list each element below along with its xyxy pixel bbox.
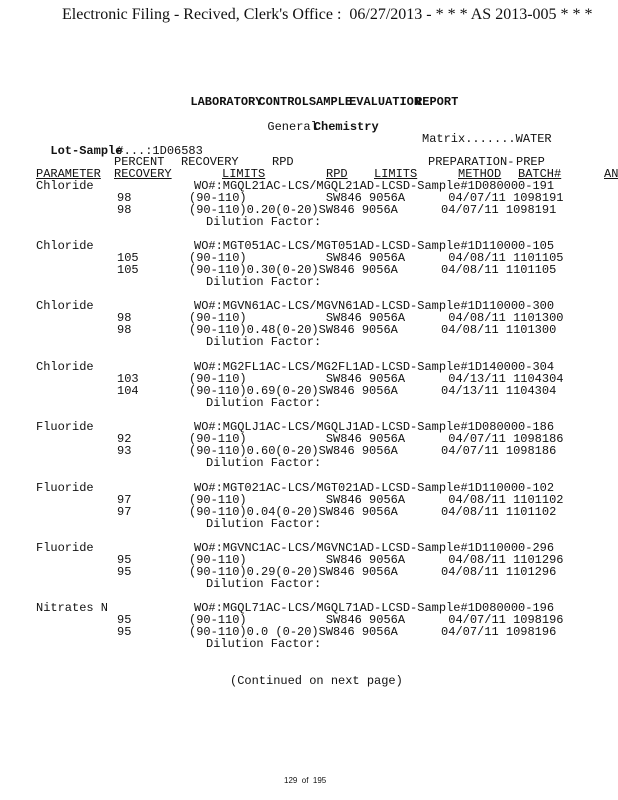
subtitle-chemistry: Chemistry xyxy=(313,120,379,134)
col-rpd2: RPD xyxy=(326,167,348,181)
col-parameter: PARAMETER xyxy=(36,167,101,181)
lot-sample-value: #...:1D06583 xyxy=(116,144,203,158)
col-preparation: PREPARATION- xyxy=(428,155,515,169)
col-method: METHOD xyxy=(458,167,502,181)
lcs-row: 97 (90-110) SW846 9056A 04/08/11 1101102 xyxy=(117,493,564,507)
parameter-name: Fluoride xyxy=(36,541,94,555)
dilution-factor: Dilution Factor: xyxy=(206,335,322,349)
lcs-row: 95 (90-110) SW846 9056A 04/07/11 1098196 xyxy=(117,613,564,627)
col-an: AN xyxy=(604,167,618,181)
title-laboratory: LABORATORY xyxy=(190,95,263,109)
work-order-line: WO#:MGT051AC-LCS/MGT051AD-LCSD-Sample#1D110000-105 xyxy=(194,239,555,253)
dilution-factor: Dilution Factor: xyxy=(206,456,322,470)
continued-note: (Continued on next page) xyxy=(230,674,403,688)
title-sample: SAMPLE xyxy=(308,95,353,109)
report-subtitle xyxy=(253,109,379,133)
work-order-line: WO#:MGT021AC-LCS/MGT021AD-LCSD-Sample#1D110000-102 xyxy=(194,481,555,495)
filing-header: Electronic Filing - Recived, Clerk's Office : 06/27/2013 - * * * AS 2013-005 * * * xyxy=(62,6,593,23)
work-order-line: WO#:MGVNC1AC-LCS/MGVNC1AD-LCSD-Sample#1D110000-296 xyxy=(194,541,555,555)
lot-sample-label: Lot-Sample xyxy=(50,144,123,158)
col-batch: BATCH# xyxy=(518,167,562,181)
lcsd-row: 97 (90-110)0.04(0-20)SW846 9056A 04/08/11 1101102 xyxy=(117,505,557,519)
report-title xyxy=(176,84,458,108)
page-number: 129 of 195 xyxy=(284,776,327,785)
dilution-factor: Dilution Factor: xyxy=(206,396,322,410)
col-prep: PREP xyxy=(516,155,545,169)
title-evaluation: EVALUATION xyxy=(349,95,422,109)
lcsd-row: 98 (90-110)0.48(0-20)SW846 9056A 04/08/11 1101300 xyxy=(117,323,557,337)
lcs-row: 105 (90-110) SW846 9056A 04/08/11 1101105 xyxy=(117,251,564,265)
matrix: Matrix.......WATER xyxy=(422,132,552,146)
work-order-line: WO#:MGQLJ1AC-LCS/MGQLJ1AD-LCSD-Sample#1D080000-186 xyxy=(194,420,555,434)
parameter-name: Chloride xyxy=(36,360,94,374)
dilution-factor: Dilution Factor: xyxy=(206,215,322,229)
work-order-line: WO#:MGQL71AC-LCS/MGQL71AD-LCSD-Sample#1D080000-196 xyxy=(194,601,555,615)
col-percent: PERCENT xyxy=(114,155,165,169)
lcsd-row: 95 (90-110)0.29(0-20)SW846 9056A 04/08/11 1101296 xyxy=(117,565,557,579)
title-control: CONTROL xyxy=(258,95,309,109)
lcs-row: 95 (90-110) SW846 9056A 04/08/11 1101296 xyxy=(117,553,564,567)
work-order-line: WO#:MGVN61AC-LCS/MGVN61AD-LCSD-Sample#1D110000-300 xyxy=(194,299,555,313)
lcsd-row: 104 (90-110)0.69(0-20)SW846 9056A 04/13/11 1104304 xyxy=(117,384,557,398)
lcs-row: 92 (90-110) SW846 9056A 04/07/11 1098186 xyxy=(117,432,564,446)
col-limits2: LIMITS xyxy=(374,167,418,181)
parameter-name: Chloride xyxy=(36,179,94,193)
parameter-name: Nitrates N xyxy=(36,601,109,615)
lcs-row: 98 (90-110) SW846 9056A 04/08/11 1101300 xyxy=(117,311,564,325)
work-order-line: WO#:MG2FL1AC-LCS/MG2FL1AD-LCSD-Sample#1D140000-304 xyxy=(194,360,555,374)
col-recovery: RECOVERY xyxy=(181,155,239,169)
lcsd-row: 98 (90-110)0.20(0-20)SW846 9056A 04/07/11 1098191 xyxy=(117,203,557,217)
parameter-name: Chloride xyxy=(36,239,94,253)
parameter-name: Chloride xyxy=(36,299,94,313)
parameter-name: Fluoride xyxy=(36,420,94,434)
col-rpd: RPD xyxy=(272,155,294,169)
col-recovery2: RECOVERY xyxy=(114,167,172,181)
dilution-factor: Dilution Factor: xyxy=(206,275,322,289)
col-limits: LIMITS xyxy=(222,167,266,181)
lcs-row: 103 (90-110) SW846 9056A 04/13/11 1104304 xyxy=(117,372,564,386)
lcsd-row: 93 (90-110)0.60(0-20)SW846 9056A 04/07/11 1098186 xyxy=(117,444,557,458)
dilution-factor: Dilution Factor: xyxy=(206,637,322,651)
subtitle-general: General xyxy=(267,120,318,134)
parameter-name: Fluoride xyxy=(36,481,94,495)
lcs-row: 98 (90-110) SW846 9056A 04/07/11 1098191 xyxy=(117,191,564,205)
title-report: REPORT xyxy=(415,95,459,109)
dilution-factor: Dilution Factor: xyxy=(206,517,322,531)
lcsd-row: 95 (90-110)0.0 (0-20)SW846 9056A 04/07/11 1098196 xyxy=(117,625,557,639)
lot-sample xyxy=(36,133,203,157)
work-order-line: WO#:MGQL21AC-LCS/MGQL21AD-LCSD-Sample#1D080000-191 xyxy=(194,179,555,193)
dilution-factor: Dilution Factor: xyxy=(206,577,322,591)
lcsd-row: 105 (90-110)0.30(0-20)SW846 9056A 04/08/11 1101105 xyxy=(117,263,557,277)
